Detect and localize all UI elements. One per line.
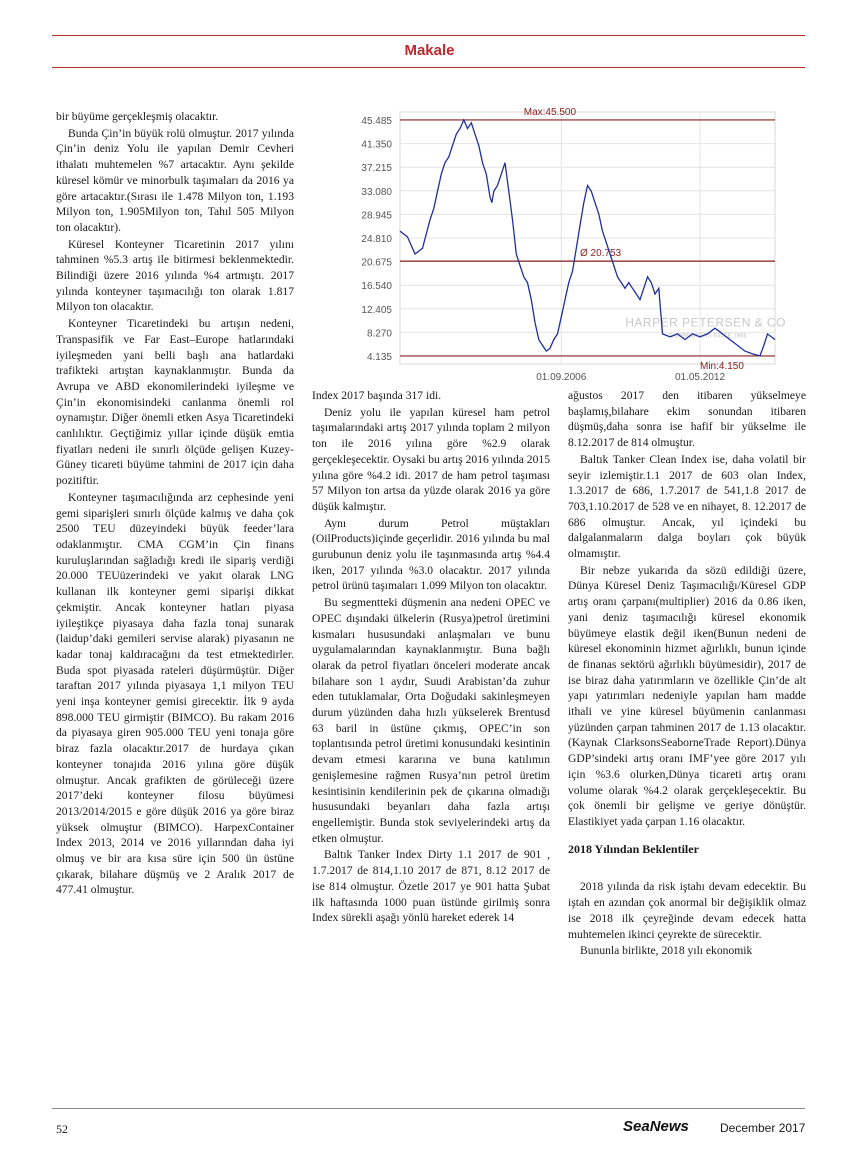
- y-tick-label: 8.270: [366, 328, 392, 340]
- y-tick-label: 28.945: [361, 210, 392, 222]
- y-tick-label: 4.135: [366, 352, 392, 363]
- paragraph: Baltık Tanker Clean Index ise, daha volatil bir seyir izlemiştir.1.1 2017 de 603 olan Index, 1.3.2017 de 686, 1.7.2017 de 541,1.8 2017 de 703,1.10.2017 de 528 ve en nihayet, 8. 12.2017 de 686 olmuştur. Ancak, yıl içindeki bu dalgalanmaların dalga boyları çok büyük olmamıştır.: [568, 452, 806, 561]
- watermark: HARPER PETERSEN & CO.: [625, 315, 785, 330]
- paragraph: Aynı durum Petrol müştakları (OilProducts)içinde geçerlidir. 2016 yılında bu mal gurubunun deniz yolu ile taşınmasında artış %4.4 iken, 2017 yılında %3.0 olacaktır. 2017 yılında petrol ürünü taşımaları 1.099 Milyon ton olacaktır.: [312, 516, 550, 593]
- section-title: Makale: [404, 42, 455, 59]
- header-rule-bottom: [52, 67, 805, 68]
- y-tick-label: 24.810: [361, 234, 392, 245]
- chart-svg: [325, 108, 785, 390]
- paragraph: ağustos 2017 den itibaren yükselmeye başlamış,bilahare ekim sonundan itibaren düşmüş,daha sonra ise hafif bir yükselme ile 8.12.2017 de 814 olmuştur.: [568, 389, 806, 450]
- harpex-index-chart: [325, 108, 785, 390]
- watermark-subtitle: SHIPBROKERS SINCE 1866: [668, 333, 747, 340]
- paragraph: Konteyner taşımacılığında arz cephesinde yeni gemi siparişleri sınırlı ölçüde kalmış ve daha çok 2500 TEU düzeyindeki büyük feeder’lara odaklanmıştır. CMA CGM’in Çin finans kuruluşlarından sağladığı kredi ile sipariş verdiği 20.000 TEUüzerindeki ve yakıt olarak LNG kullanan ilk konteyner gemi siparişi dikkat çekmiştir. Ancak konteyner hatları piyasa iyileştikçe piyasaya daha fazla tonaj sunarak (laidup’daki gemileri servise alarak) piyasanın ne kadar tonaj kaldıracağını da test etmektedirler. Buda spot piyasada rateleri düşürmüştür. Diğer taraftan 2017 yılında piyasaya 1,1 milyon TEU yeni inşa konteyner gemisi girecektir. İlk 9 ayda 898.000 TEU girmiştir (BIMCO). Bu rakam 2016 da piyasaya giren 905.000 TEU yeni tonaja göre biraz fazla olacaktır.2017 de hurdaya çıkan konteyner tonajıda 2016 yılına göre düşük olmuştur. Ancak grafikten de görüleceği üzere 2017’deki konteyner filosu büyümesi 2013/2014/2015 e göre düşük 2016 ya göre biraz yüksek olmuştur (BIMCO). HarpexContainer Index 2013, 2014 ve 2016 yıllarından daha iyi olmuş ve bir ara kısa süre için 500 ün üstüne çıkarak, bilahare düşmüş ve 2 Aralık 2017 de 477.41 olmuştur.: [56, 490, 294, 897]
- section-heading: 2018 Yılından Beklentiler: [568, 841, 699, 856]
- page-number: 52: [56, 1122, 68, 1136]
- paragraph: bir büyüme gerçekleşmiş olacaktır.: [56, 110, 219, 123]
- footer-rule: [52, 1108, 805, 1109]
- paragraph: Bununla birlikte, 2018 yılı ekonomik: [580, 944, 753, 958]
- paragraph: Bu segmentteki düşmenin ana nedeni OPEC ve OPEC dışındaki ülkelerin (Rusya)petrol üretimini kısmaları hususundaki anlaşmaları ve bunu uygulamalarından kaynaklanmıştır. Buna bağlı olarak da petrol fiyatları önceleri moderate ancak bilahare son 1 aydır, Suudi Arabistan’da zuhur eden tutuklamalar, Orta Doğudaki sakinleşmeyen durum yüzünden daha hızlı yükselerek Brentusd 63 baril in üstüne çıkmış, OPEC’in son toplantısında petrol üretimi konusundaki kesintinin devam etmesi kararına ve buna katılımın genişlemesine rağmen Rusya’nın petrol üretim kesintisinin kendilerinin pek de çıkarına olmadığı hususundaki beyanları daha fazla artışı engellemiştir. Bunda stok seviyelerindeki artış da etken olmuştur.: [312, 596, 550, 845]
- y-tick-label: 45.485: [361, 116, 392, 127]
- paragraph: Index 2017 başında 317 idi.: [312, 389, 442, 402]
- article-column-2: [312, 388, 550, 927]
- header-rule-top: [52, 35, 805, 36]
- y-tick-label: 16.540: [361, 281, 392, 293]
- y-tick-label: 12.405: [361, 304, 392, 316]
- paragraph: Deniz yolu ile yapılan küresel ham petrol taşımalarındaki artış 2017 yılında toplam 2 milyon ton ile 2016 yılına göre %2.9 olarak gerçekleşecektir. Oysaki bu artış 2016 yılında 2015 yılına göre %4.2 idi. 2017 de ham petrol taşıması 57 Milyon ton artsa da yüzde olarak 2016 ya göre düşük kalmıştır.: [312, 405, 550, 513]
- brand-logo: SeaNews: [623, 1118, 689, 1135]
- y-tick-label: 41.350: [361, 139, 392, 151]
- x-tick-label: 01.09.2006: [536, 372, 587, 383]
- min-label: Min:4.150: [700, 360, 744, 372]
- issue-date: December 2017: [720, 1121, 806, 1135]
- article-column-1: [56, 109, 294, 899]
- paragraph: Bir nebze yukarıda da sözü edildiği üzere, Dünya Küresel Deniz Taşımacılığı/Küresel GDP artış oranı çarpanı(multiplier) 2016 da 0.86 iken, yani deniz taşımacılığı küresel ekonomik büyümeye elastik değil iken(Bunun nedeni de küresel ekonominin hizmet ağırlıklı, bunun içinde de finanas sektörü ağırlıklı büyümesidir), 2017 de ise biraz daha yatırımların ve özellikle Çin’de alt yapı yatırımları nedeniyle yapılan ham madde ithali ve yine küresel büyümenin canlanması yüzünden çarpan tahminen 2017 de 1.13 olacaktır. (Kaynak ClarksonsSeaborneTrade Report).Dünya GDP’sindeki artış oranı IMF’yee göre 2017 yılı için %3.6 olurken,Dünya ticareti artış oranı volume olarak %4.2 olarak gerçekleşecektir. Bu çok önemli bir gelişme ve geriye dönüştür. Elastikiyet yada çarpan 1.16 olacaktır.: [568, 563, 806, 828]
- average-label: Ø 20.753: [580, 248, 622, 260]
- paragraph: Konteyner Ticaretindeki bu artışın nedeni, Transpasifik ve Far East–Europe hatlarındaki iyileşmeden yani belli başlı ana hatlardaki trafikteki artıştan kaynaklanmıştır. Bunda da Avrupa ve ABD ekonomilerindeki iyileşme ve Çin’in ekonomisindeki canlanma önemli rol oynamıştır. Diğer önemli etken Asya Ticaretindeki canlılıktır. Geçtiğimiz yıllar içinde düşük emtia fiyatları nedeni ile sınırlı ölçüde gelişen Kuzey-Güney ticareti büyüme tahmini de 2017 için daha pozitiftir.: [56, 317, 294, 488]
- y-tick-label: 33.080: [361, 186, 392, 198]
- y-tick-label: 20.675: [361, 257, 392, 269]
- paragraph: Baltık Tanker Index Dirty 1.1 2017 de 901 , 1.7.2017 de 814,1.10 2017 de 871, 8.12 2017 de ise 814 olmuştur. Özetle 2017 ye 901 hatta Şubat ilk haftasında 1000 puan üstünde girilmiş sonra Index sürekli aşağı yönlü hareket ederek 14: [312, 848, 550, 925]
- paragraph: Bunda Çin’in büyük rolü olmuştur. 2017 yılında Çin’in deniz Yolu ile yapılan Demir Cevheri ithalatı muhtemelen %7 artacaktır. Aynı şekilde küresel kömür ve minorbulk taşımaları da 2016 ya göre artacaktır.(Sırası ile 1.478 Milyon ton, 1.193 Milyon ton, 1.905Milyon ton, Tahıl 505 Milyon ton olacaktır).: [56, 126, 294, 234]
- x-tick-label: 01.05.2012: [674, 372, 726, 383]
- max-label: Max:45.500: [523, 108, 577, 118]
- y-tick-label: 37.215: [361, 163, 392, 175]
- paragraph: Küresel Konteyner Ticaretinin 2017 yılını tahminen %5.3 artış ile bitirmesi beklenmektedir. Bilindiği üzere 2016 yılında %4 artmıştı. 2017 yılında konteyner taşımacılığı ton olarak 1.817 Milyon ton olacaktır.: [56, 237, 294, 314]
- article-column-3: [568, 388, 806, 960]
- paragraph: 2018 yılında da risk iştahı devam edecektir. Bu iştah en azından çok anormal bir değişiklik olmaz ise 2018 ilk çeyreğinde devam edecek hatta muhtemelen ikinci çeyrekte de sürecektir.: [568, 880, 806, 941]
